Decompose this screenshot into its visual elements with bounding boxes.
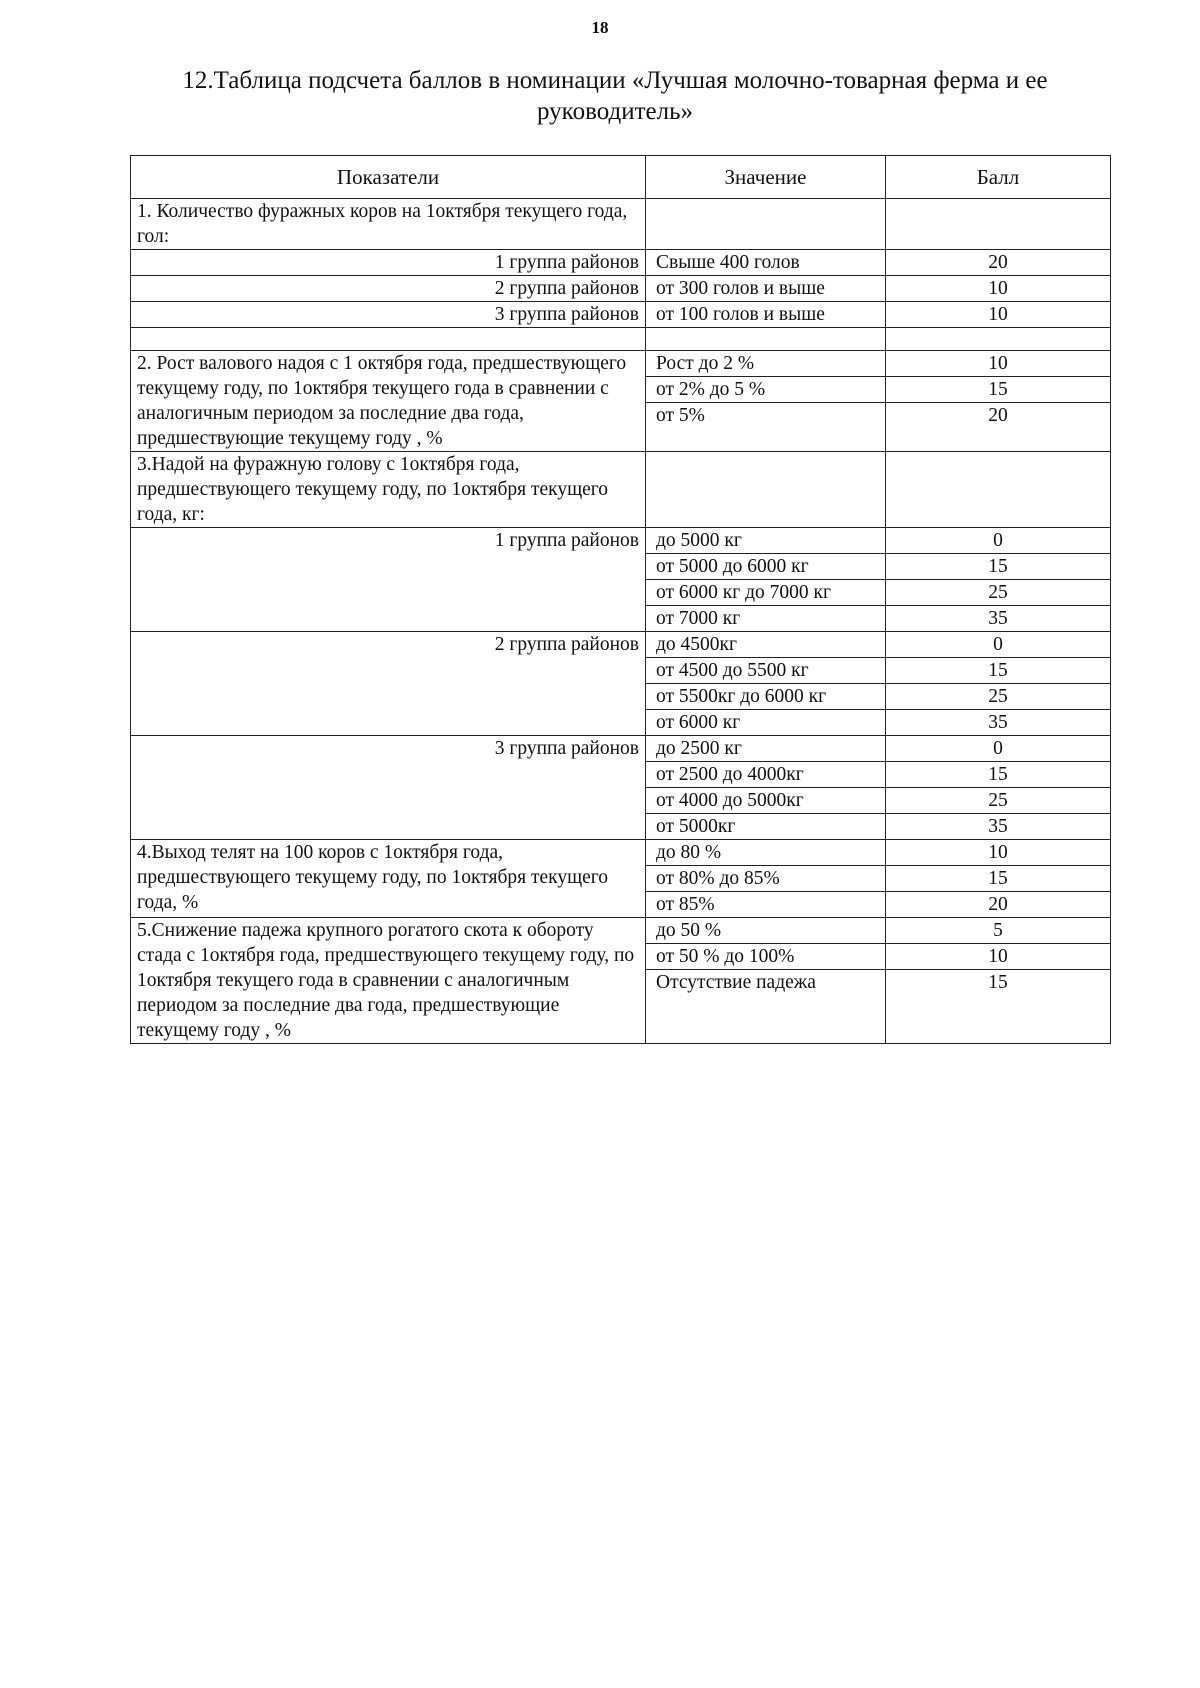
section3-group3-row	[131, 736, 1111, 840]
value-line: от 5%	[656, 405, 705, 426]
empty-cell	[886, 328, 1111, 351]
section3-group1-row	[131, 528, 1111, 632]
points-line: 5	[886, 918, 1110, 944]
value-line: до 5000 кг	[646, 528, 885, 554]
points-line: 15	[886, 554, 1110, 580]
value-line: Рост до 2 %	[646, 351, 885, 377]
spacer-row	[131, 328, 1111, 351]
section2-label: 2. Рост валового надоя с 1 октября года, предшествующего текущему году, по 1октября текущего года в сравнении с аналогичным периодом за последние два года, предшествующие текущему году , %	[131, 351, 646, 452]
section5-label: 5.Снижение падежа крупного рогатого скота к обороту стада с 1октября года, предшествующего текущему году, по 1октября текущего года в сравнении с аналогичным периодом за последние два года, предшествующие текущему году , %	[131, 918, 646, 1044]
points-line: 15	[886, 762, 1110, 788]
value-stack	[646, 632, 886, 736]
points-stack	[886, 528, 1111, 632]
value-stack	[646, 840, 886, 918]
value-cell: от 300 голов и выше	[646, 276, 886, 302]
value-line: от 5000кг	[656, 816, 736, 837]
points-line: 35	[988, 816, 1008, 837]
points-line: 15	[886, 866, 1110, 892]
points-line: 35	[988, 712, 1008, 733]
points-stack	[886, 840, 1111, 918]
section3-group2-row	[131, 632, 1111, 736]
section4-label: 4.Выход телят на 100 коров с 1октября года, предшествующего текущему году, по 1октября текущего года, %	[131, 840, 646, 918]
points-line: 0	[886, 528, 1110, 554]
empty-cell	[131, 328, 646, 351]
points-stack	[886, 632, 1111, 736]
value-line: от 85%	[656, 894, 715, 915]
value-line: от 7000 кг	[656, 608, 741, 629]
table-row	[131, 276, 1111, 302]
value-cell: от 100 голов и выше	[646, 302, 886, 328]
value-line: от 5500кг до 6000 кг	[646, 684, 885, 710]
region-group-label: 3 группа районов	[131, 736, 646, 840]
points-line: 10	[886, 944, 1110, 970]
value-line: от 6000 кг	[656, 712, 741, 733]
title-line-1: 12.Таблица подсчета баллов в номинации «Лучшая молочно-товарная ферма и ее	[182, 67, 1048, 94]
value-line: до 2500 кг	[646, 736, 885, 762]
section2-row	[131, 351, 1111, 452]
points-line: 15	[988, 972, 1008, 993]
points-cell: 10	[886, 276, 1111, 302]
empty-cell	[886, 199, 1111, 250]
document-title	[130, 65, 1100, 127]
score-table	[130, 155, 1111, 1044]
points-stack	[886, 736, 1111, 840]
title-line-2: руководитель»	[537, 98, 693, 125]
header-points: Балл	[886, 156, 1111, 199]
points-line: 20	[988, 894, 1008, 915]
section1-label: 1. Количество фуражных коров на 1октября текущего года, гол:	[131, 199, 646, 250]
value-line: от 5000 до 6000 кг	[646, 554, 885, 580]
points-stack	[886, 918, 1111, 1044]
header-row	[131, 156, 1111, 199]
points-line: 20	[988, 405, 1008, 426]
points-line: 10	[886, 351, 1110, 377]
header-indicator: Показатели	[131, 156, 646, 199]
points-line: 25	[886, 684, 1110, 710]
section3-label: 3.Надой на фуражную голову с 1октября года, предшествующего текущему году, по 1октября текущего года, кг:	[131, 452, 646, 528]
points-line: 15	[886, 377, 1110, 403]
section1-heading-row	[131, 199, 1111, 250]
region-group-label: 2 группа районов	[131, 276, 646, 302]
points-line: 25	[886, 788, 1110, 814]
value-line: до 50 %	[646, 918, 885, 944]
value-line: от 2500 до 4000кг	[646, 762, 885, 788]
points-line: 0	[886, 736, 1110, 762]
region-group-label: 1 группа районов	[131, 528, 646, 632]
points-cell: 10	[886, 302, 1111, 328]
points-line: 35	[988, 608, 1008, 629]
points-line: 10	[886, 840, 1110, 866]
region-group-label: 2 группа районов	[131, 632, 646, 736]
value-stack	[646, 528, 886, 632]
table-row	[131, 250, 1111, 276]
value-line: до 4500кг	[646, 632, 885, 658]
region-group-label: 3 группа районов	[131, 302, 646, 328]
value-line: от 2% до 5 %	[646, 377, 885, 403]
value-line: от 80% до 85%	[646, 866, 885, 892]
value-line: до 80 %	[646, 840, 885, 866]
value-line: от 50 % до 100%	[646, 944, 885, 970]
value-stack	[646, 351, 886, 452]
points-cell: 20	[886, 250, 1111, 276]
points-line: 15	[886, 658, 1110, 684]
empty-cell	[646, 328, 886, 351]
section5-row	[131, 918, 1111, 1044]
region-group-label: 1 группа районов	[131, 250, 646, 276]
value-line: от 6000 кг до 7000 кг	[646, 580, 885, 606]
page-number: 18	[591, 18, 609, 37]
empty-cell	[646, 452, 886, 528]
section4-row	[131, 840, 1111, 918]
table-row	[131, 302, 1111, 328]
value-stack	[646, 918, 886, 1044]
points-line: 25	[886, 580, 1110, 606]
empty-cell	[646, 199, 886, 250]
empty-cell	[886, 452, 1111, 528]
section3-heading-row	[131, 452, 1111, 528]
value-stack	[646, 736, 886, 840]
value-line: от 4500 до 5500 кг	[646, 658, 885, 684]
points-stack	[886, 351, 1111, 452]
header-value: Значение	[646, 156, 886, 199]
points-line: 0	[886, 632, 1110, 658]
value-line: от 4000 до 5000кг	[646, 788, 885, 814]
value-line: Отсутствие падежа	[656, 972, 816, 993]
value-cell: Свыше 400 голов	[646, 250, 886, 276]
